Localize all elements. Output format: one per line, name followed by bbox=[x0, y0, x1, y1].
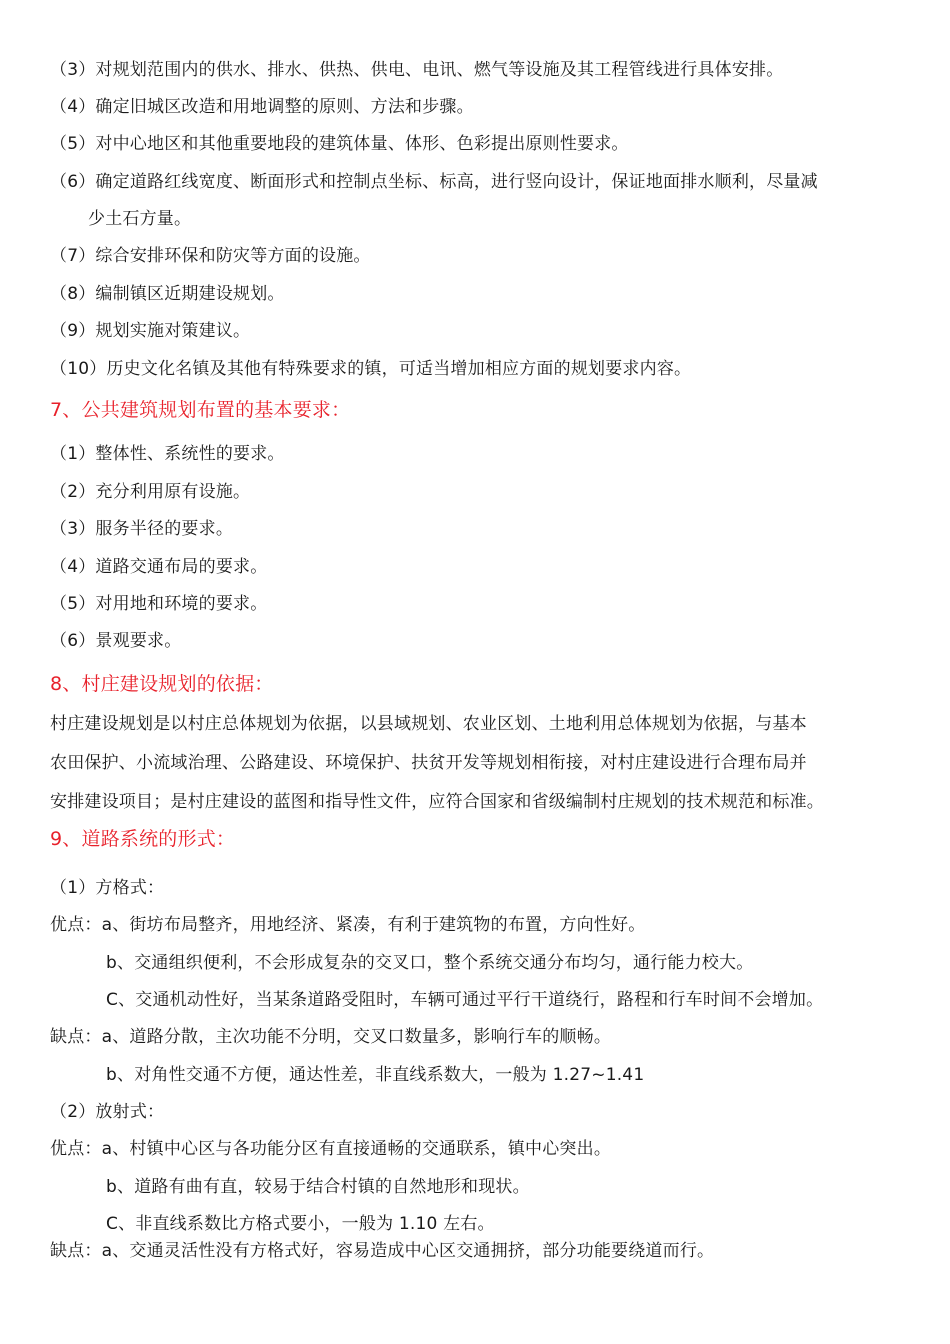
section-heading: 9、道路系统的形式： bbox=[50, 828, 236, 850]
list-item: 缺点：a、交通灵活性没有方格式好，容易造成中心区交通拥挤，部分功能要绕道而行。 bbox=[50, 1241, 715, 1261]
list-item: b、道路有曲有直，较易于结合村镇的自然地形和现状。 bbox=[106, 1177, 530, 1197]
list-item: b、对角性交通不方便，通达性差，非直线系数大，一般为 1.27~1.41 bbox=[106, 1065, 645, 1085]
list-item: b、交通组织便利，不会形成复杂的交叉口，整个系统交通分布均匀，通行能力校大。 bbox=[106, 953, 754, 973]
list-item: （1）方格式： bbox=[50, 878, 165, 898]
list-item: （5）对用地和环境的要求。 bbox=[50, 594, 268, 614]
list-item: （10）历史文化名镇及其他有特殊要求的镇，可适当增加相应方面的规划要求内容。 bbox=[50, 359, 692, 379]
list-item: （1）整体性、系统性的要求。 bbox=[50, 444, 285, 464]
paragraph-line: 安排建设项目；是村庄建设的蓝图和指导性文件，应符合国家和省级编制村庄规划的技术规范和标准。 bbox=[50, 792, 824, 812]
list-item: 缺点：a、道路分散，主次功能不分明，交叉口数量多，影响行车的顺畅。 bbox=[50, 1027, 612, 1047]
paragraph-line: 农田保护、小流域治理、公路建设、环境保护、扶贫开发等规划相衔接，对村庄建设进行合理布局并 bbox=[50, 753, 807, 773]
paragraph-line: 村庄建设规划是以村庄总体规划为依据，以县域规划、农业区划、土地利用总体规划为依据，与基本 bbox=[50, 714, 807, 734]
list-item: （4）确定旧城区改造和用地调整的原则、方法和步骤。 bbox=[50, 97, 474, 117]
list-item: （2）放射式： bbox=[50, 1102, 165, 1122]
list-item: （3）对规划范围内的供水、排水、供热、供电、电讯、燃气等设施及其工程管线进行具体安排。 bbox=[50, 60, 784, 80]
list-item: （9）规划实施对策建议。 bbox=[50, 321, 251, 341]
list-item: （2）充分利用原有设施。 bbox=[50, 482, 251, 502]
list-item: 优点：a、街坊布局整齐，用地经济、紧凑，有利于建筑物的布置，方向性好。 bbox=[50, 915, 646, 935]
section-heading: 8、村庄建设规划的依据： bbox=[50, 673, 274, 695]
list-item: （4）道路交通布局的要求。 bbox=[50, 557, 268, 577]
list-item: （7）综合安排环保和防灾等方面的设施。 bbox=[50, 246, 371, 266]
list-item-continuation: 少土石方量。 bbox=[88, 209, 192, 229]
list-item: （6）确定道路红线宽度、断面形式和控制点坐标、标高，进行竖向设计，保证地面排水顺利，尽量减 bbox=[50, 172, 818, 192]
list-item: C、交通机动性好，当某条道路受阻时，车辆可通过平行干道绕行，路程和行车时间不会增加。 bbox=[106, 990, 824, 1010]
list-item: （8）编制镇区近期建设规划。 bbox=[50, 284, 285, 304]
list-item: 优点：a、村镇中心区与各功能分区有直接通畅的交通联系，镇中心突出。 bbox=[50, 1139, 612, 1159]
list-item: （6）景观要求。 bbox=[50, 631, 182, 651]
list-item: （3）服务半径的要求。 bbox=[50, 519, 234, 539]
list-item: C、非直线系数比方格式要小，一般为 1.10 左右。 bbox=[106, 1214, 495, 1234]
section-heading: 7、公共建筑规划布置的基本要求： bbox=[50, 399, 351, 421]
list-item: （5）对中心地区和其他重要地段的建筑体量、体形、色彩提出原则性要求。 bbox=[50, 134, 629, 154]
